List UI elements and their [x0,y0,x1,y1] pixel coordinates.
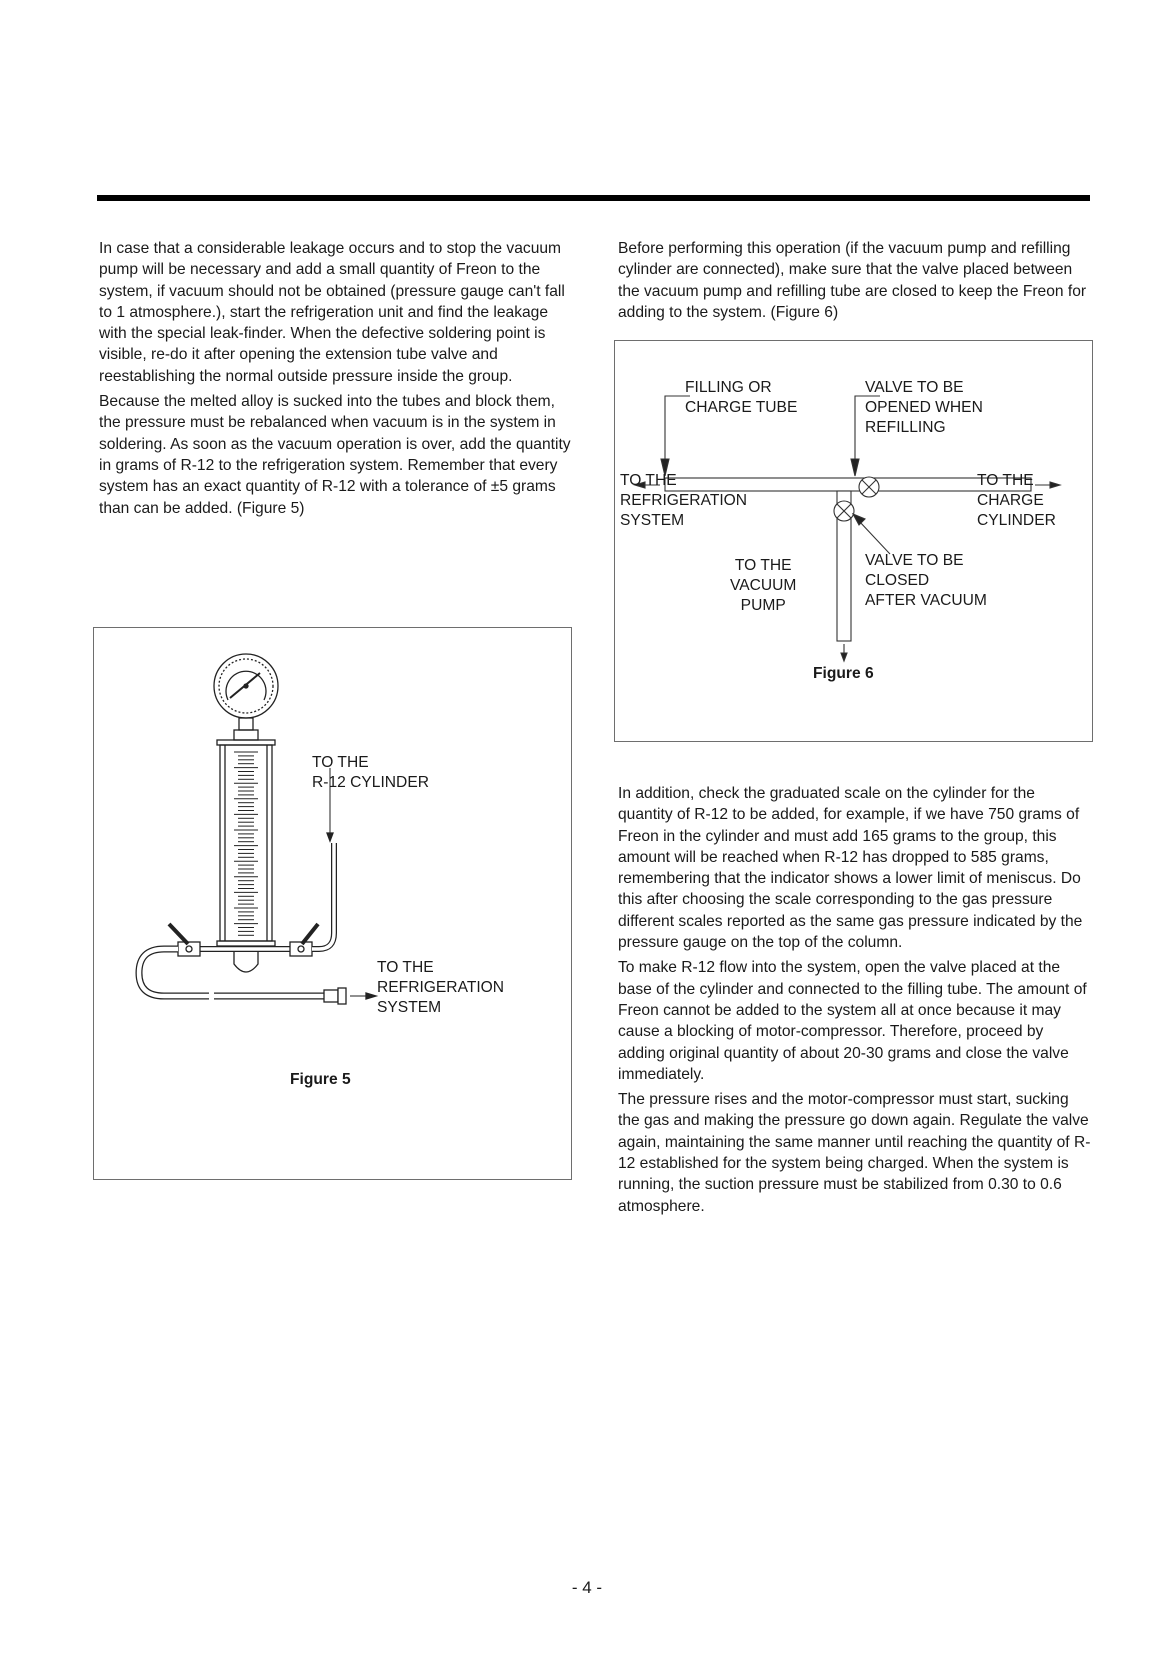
right-column-intro-text [618,238,1093,327]
label-to-refrigeration-system: TO THE REFRIGERATION SYSTEM [620,472,748,529]
label-to-refrigeration-system: TO THE REFRIGERATION SYSTEM [377,959,505,1016]
right-column-body-text [618,783,1093,1221]
paragraph: In case that a considerable leakage occurs and to stop the vacuum pump will be necessary and add a small quantity of Freon to the system, if vacuum should not be obtained (pressure gauge can't fall to 1 atmosphere.), start the refrigeration unit and find the leakage with the special leak-finder. When the defective soldering point is visible, re-do it after opening the extension tube valve and reestablishing the normal outside pressure inside the group. [99,240,565,385]
paragraph: To make R-12 flow into the system, open the valve placed at the base of the cylinder and connected to the filling tube. The amount of Freon cannot be added to the system all at once because it may cause a blocking of motor-compressor. Therefore, proceed by adding original quantity of about 20-30 grams and close the valve immediately. [618,959,1087,1083]
charging-cylinder-diagram [94,628,571,1179]
paragraph: In addition, check the graduated scale on the cylinder for the quantity of R-12 to be added, for example, if we have 750 grams of Freon in the cylinder and must add 165 grams to the group, this amount will be reached when R-12 has dropped to 585 grams, remembering that the indicator shows a lower limit of meniscus. Do this after choosing the scale corresponding to the gas pressure different scales reported as the same gas pressure indicated by the pressure gauge on the top of the column. [618,785,1083,952]
pressure-gauge-icon [214,654,278,740]
figure-5-caption: Figure 5 [290,1071,351,1088]
label-to-charge-cylinder: TO THE CHARGE CYLINDER [977,472,1056,529]
label-filling-charge-tube: FILLING OR CHARGE TUBE [685,379,798,416]
figure-5 [93,627,572,1180]
graduated-cylinder [217,740,275,946]
figure-6-caption: Figure 6 [813,665,874,682]
paragraph: Because the melted alloy is sucked into the tubes and block them, the pressure must be rebalanced when vacuum is in the system in soldering. As soon as the vacuum operation is over, add the quantity in grams of R-12 to the refrigeration system. Remember that every system has an exact quantity of R-12 with a tolerance of ±5 grams than can be added. (Figure 5) [99,393,571,517]
header-rule [97,195,1090,201]
left-column-text [99,238,579,523]
paragraph: Before performing this operation (if the vacuum pump and refilling cylinder are connected), make sure that the valve placed between the vacuum pump and refilling tube are closed to keep the Freon for adding to the system. (Figure 6) [618,240,1087,321]
label-valve-closed: VALVE TO BE CLOSED AFTER VACUUM [865,552,987,609]
label-to-r12-cylinder: TO THE R-12 CYLINDER [312,754,429,791]
valve-closed-icon [834,501,854,521]
label-valve-opened: VALVE TO BE OPENED WHEN REFILLING [865,379,983,436]
figure-6 [614,340,1093,742]
page-number: - 4 - [571,1578,603,1597]
valve-open-icon [859,477,879,497]
label-to-vacuum-pump: TO THE VACUUM PUMP [730,557,797,614]
paragraph: The pressure rises and the motor-compressor must start, sucking the gas and making the pressure go down again. Regulate the valve again, maintaining the same manner until reaching the quantity of R-12 established for the system being charged. When the system is running, the suction pressure must be stabilized from 0.30 to 0.6 atmosphere. [618,1091,1091,1215]
